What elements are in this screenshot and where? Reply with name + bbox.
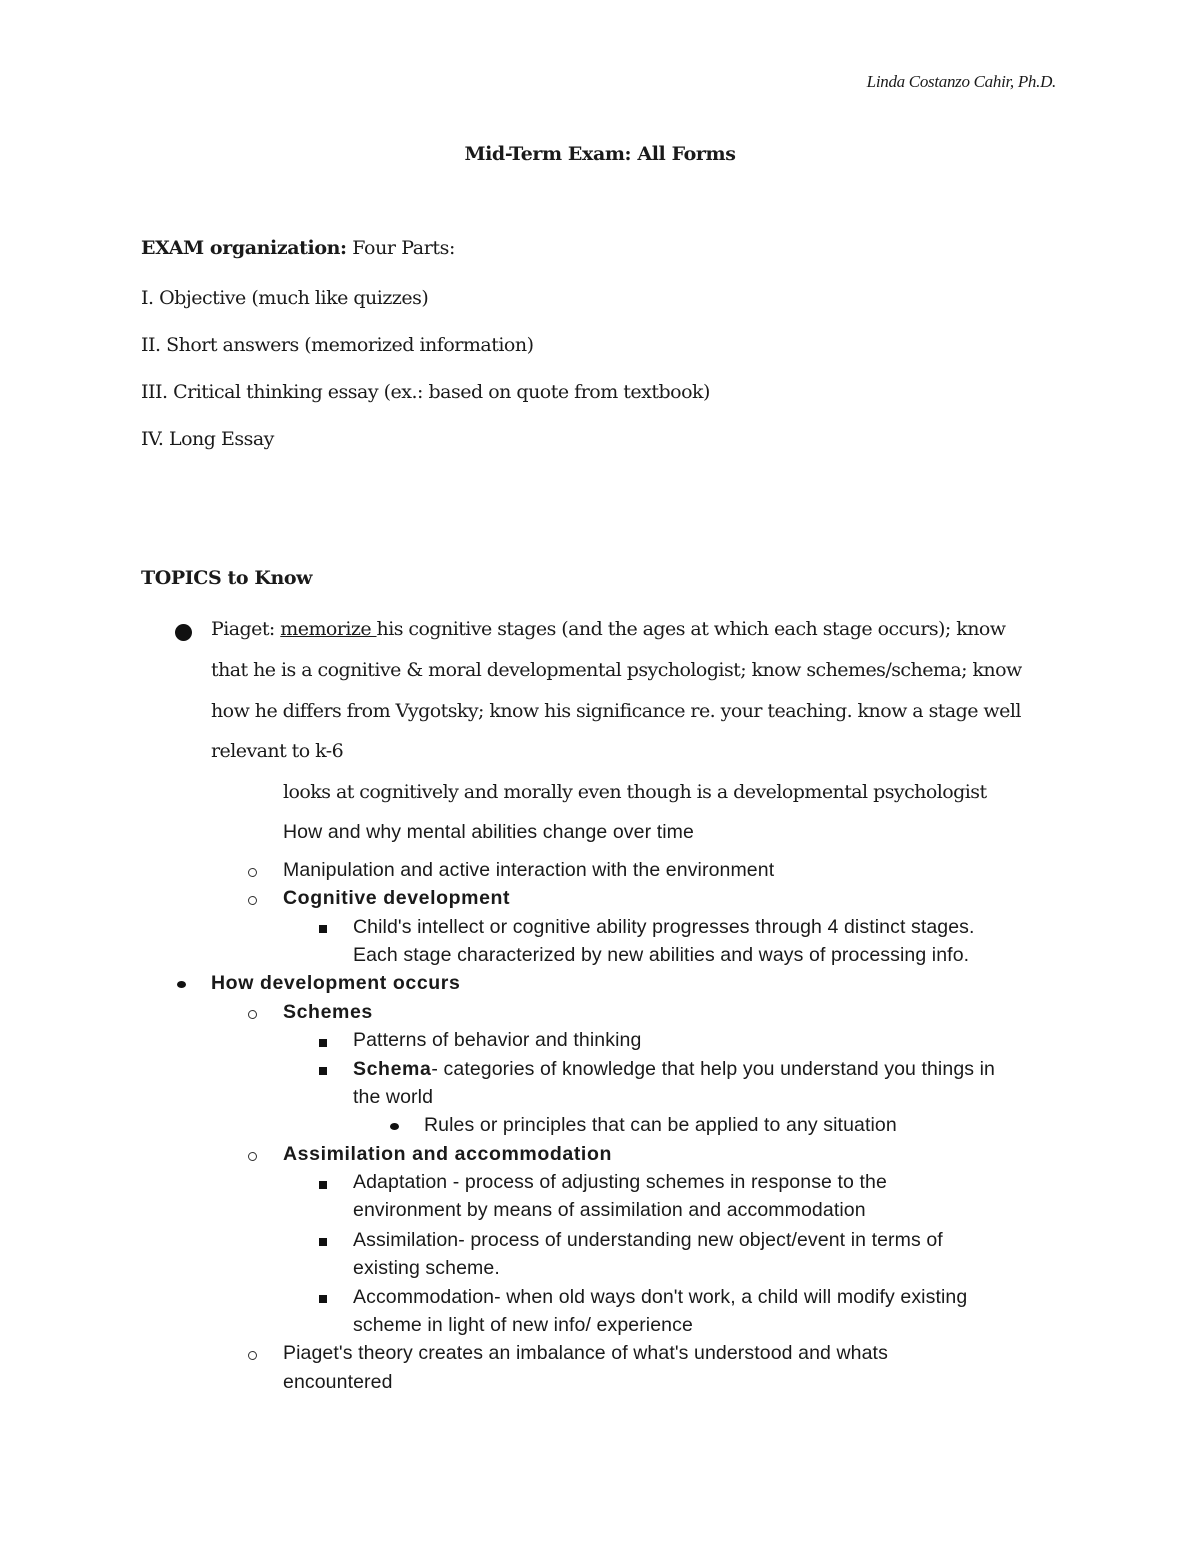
exam-part-3: III. Critical thinking essay (ex.: based on quote from textbook) [141, 381, 710, 403]
exam-part-1: I. Objective (much like quizzes) [141, 287, 429, 309]
schema-bold: Schema [353, 1058, 432, 1080]
ring-bullet-icon [248, 1010, 257, 1019]
assimilation-label: Assimilation and accommodation [283, 1143, 612, 1165]
author-name: Linda Costanzo Cahir, Ph.D. [866, 72, 1056, 91]
square-bullet-icon [319, 925, 327, 933]
ring-bullet-icon [248, 896, 257, 905]
piaget-line-3: how he differs from Vygotsky; know his significance re. your teaching. know a stage well [211, 700, 1021, 722]
square-bullet-icon [319, 1295, 327, 1303]
accommodation-line-2: scheme in light of new info/ experience [353, 1314, 693, 1336]
ring-bullet-icon [248, 868, 257, 877]
exam-part-2: II. Short answers (memorized information) [141, 334, 534, 356]
imbalance-line-2: encountered [283, 1371, 393, 1393]
memorize-underlined: memorize [280, 618, 377, 640]
cognitive-development-label: Cognitive development [283, 887, 511, 909]
square-bullet-icon [319, 1238, 327, 1246]
piaget-sub-1: Manipulation and active interaction with the environment [283, 859, 775, 881]
square-bullet-icon [319, 1039, 327, 1047]
piaget-line-1-rest: his cognitive stages (and the ages at which each stage occurs); know [376, 618, 1006, 640]
adaptation-line-1: Adaptation - process of adjusting schemes in response to the [353, 1171, 887, 1193]
schema-line-2: the world [353, 1086, 434, 1108]
development-heading: How development occurs [211, 972, 461, 994]
bullet-icon [175, 624, 192, 641]
cognitive-item-line-1: Child's intellect or cognitive ability progresses through 4 distinct stages. [353, 916, 975, 938]
topics-heading: TOPICS to Know [141, 567, 313, 589]
accommodation-line-1: Accommodation- when old ways don't work, a child will modify existing [353, 1286, 968, 1308]
square-bullet-icon [319, 1181, 327, 1189]
schema-sub-item: Rules or principles that can be applied to any situation [424, 1114, 897, 1136]
bullet-icon [177, 981, 186, 988]
assimilation-line-2: existing scheme. [353, 1257, 500, 1279]
ring-bullet-icon [248, 1351, 257, 1360]
schemes-item-1: Patterns of behavior and thinking [353, 1029, 642, 1051]
bullet-icon [390, 1123, 399, 1130]
page-title: Mid-Term Exam: All Forms [464, 143, 736, 165]
adaptation-line-2: environment by means of assimilation and accommodation [353, 1199, 866, 1221]
imbalance-line-1: Piaget's theory creates an imbalance of what's understood and whats [283, 1342, 888, 1364]
piaget-line-2: that he is a cognitive & moral developmental psychologist; know schemes/schema; know [211, 659, 1022, 681]
assimilation-line-1: Assimilation- process of understanding new object/event in terms of [353, 1229, 943, 1251]
piaget-note-2: How and why mental abilities change over time [283, 821, 694, 843]
exam-organization-label: EXAM organization: [141, 237, 347, 259]
exam-part-4: IV. Long Essay [141, 428, 274, 450]
schema-line-1 [353, 1058, 995, 1081]
square-bullet-icon [319, 1067, 327, 1075]
piaget-line-1 [211, 618, 1006, 640]
ring-bullet-icon [248, 1152, 257, 1161]
piaget-note-1: looks at cognitively and morally even though is a developmental psychologist [283, 781, 987, 803]
cognitive-item-line-2: Each stage characterized by new abilities and ways of processing info. [353, 944, 970, 966]
schemes-label: Schemes [283, 1001, 373, 1023]
exam-organization [141, 237, 455, 259]
schema-rest: - categories of knowledge that help you understand you things in [431, 1058, 996, 1080]
exam-organization-value: Four Parts: [346, 237, 455, 259]
piaget-lead: Piaget: [211, 618, 281, 640]
piaget-line-4: relevant to k-6 [211, 740, 344, 762]
